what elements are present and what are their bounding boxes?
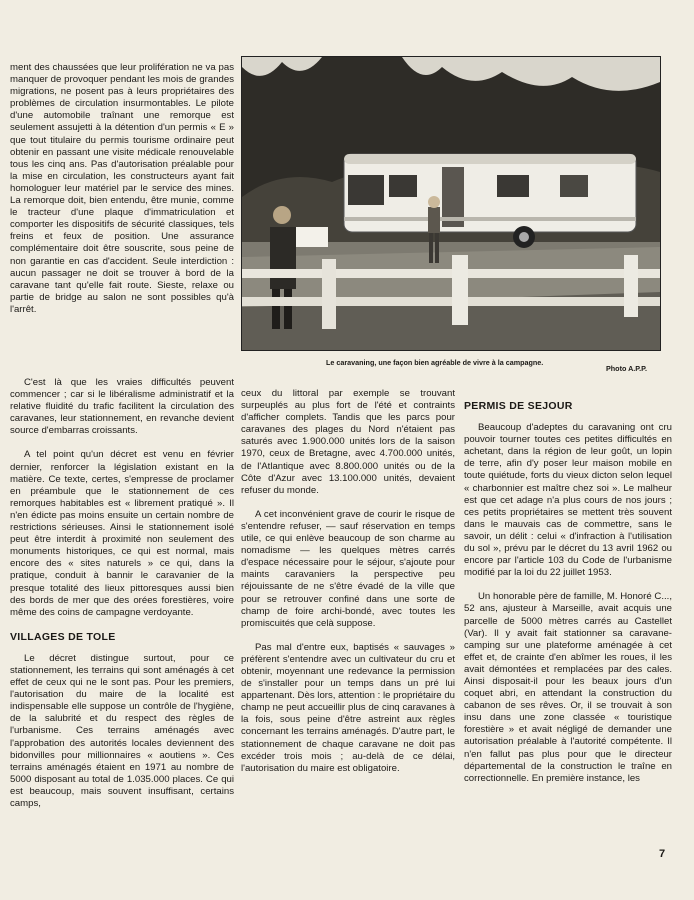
section-heading-permis: PERMIS DE SEJOUR — [464, 400, 573, 412]
article-paragraph: A tel point qu'un décret est venu en février dernier, renforcer la législation existant en la matière. Ce texte, certes, s'empresse de proclamer en préambule que le stationnement de ces remorques habitables est « librement pratiqué ». Il n'en édicte pas moins ensuite un certain nombre de restrictions sérieuses. Ainsi le stationnement isolé peut être interdit à proximité non seulement des monuments historiques, ce qui est normal, mais encore des « sites naturels » ce qui, dans la pratique, conduit à bannir le caravanier de la presque totalité des lieux pittoresques aussi bien des bords de mer que des orées forestières, voire même des coins de campagne verdoyante. — [10, 449, 234, 618]
article-paragraph: ment des chaussées que leur prolifération ne va pas manquer de provoquer pendant les mois de grandes migrations, ne posent pas à leurs propriétaires des problèmes de circulation insurmontables. Le pilote d'une automobile traînant une remorque est seulement assujetti à la détention d'un permis « E » que tout titulaire du permis tourisme ordinaire peut obtenir en passant une visite médicale renouvelable tous les cinq ans. Pas d'autorisation préalable pour la mise en circulation, les constructeurs ayant fait homologuer leur matériel par le service des mines. La remorque doit, bien entendu, être munie, comme le tracteur d'une plaque d'immatriculation et comporter les dispositifs de sécurité classiques, tels freins et feux de position. Une assurance complémentaire doit être souscrite, sous peine de non garantie en cas d'accident. Seule interdiction : aucun passager ne doit se trouver à bord de la caravane tant qu'elle fait route. Sieste, relaxe ou partie de bridge au salon ne sont possibles qu'à l'arrêt. — [10, 62, 234, 315]
article-paragraph: Le décret distingue surtout, pour ce stationnement, les terrains qui sont aménagés à cet effet de ceux qui ne le sont pas. Pour les premiers, l'autorisation du maire de la localité est indispensable elle suppose un contrôle de l'hygiène, de la salubrité et du respect des règles de l'urbanisme. Ces terrains aménagés avec l'approbation des autorités locales deviennent des bidonvilles pour millionnaires « aoutiens ». Ces terrains aménagés étaient en 1971 au nombre de 5000 disposant au total de 1.035.000 places. Ce qui est beaucoup, mais souvent insuffisant, certains camps, — [10, 652, 234, 809]
article-paragraph: A cet inconvénient grave de courir le risque de s'entendre refuser, — sauf réservation en temps utile, ce qui enlève beaucoup de son charme au nomadisme — les quelques mètres carrés d'espace nécessaire pour le séjour, s'ajoute pour maints caravaniers la perspective peu réjouissante de ne s'être évadé de la ville que pour se retrouver confiné dans une sorte de champ de foire archi-bondé, avec toutes les promiscuités que celà suppose. — [241, 508, 455, 629]
column-2 — [241, 388, 455, 787]
photo-caption: Le caravaning, une façon bien agréable de vivre à la campagne. — [326, 358, 544, 367]
section-heading-villages: VILLAGES DE TOLE — [10, 630, 116, 643]
column-1-bottom — [10, 377, 234, 822]
article-paragraph: Pas mal d'entre eux, baptisés « sauvages » préfèrent s'entendre avec un cultivateur du cru et obtenir, moyennant une redevance la permission de s'installer pour un temps dans un pré lui appartenant. Dès lors, attention : le propriétaire du champ ne peut accueillir plus de cinq caravanes à la fois, sous peine d'être astreint aux règles concernant les terrains aménagés. D'autre part, le stationnement de chaque caravane ne doit pas excéder trois mois ; au-delà de ce délai, l'autorisation du maire est obligatoire. — [241, 641, 455, 774]
article-paragraph: Un honorable père de famille, M. Honoré C..., 52 ans, ajusteur à Marseille, avait acquis une parcelle de 5000 mètres carrés au Castellet (Var). Il y avait fait stationner sa caravane-camping sur une plateforme aménagée à cet effet et, de crainte d'en abîmer les roues, il les avait démontées et remplacées par des cales. Ainsi disposait-il pour les beaux jours d'un coquet abri, en attendant la construction du cabanon de ses rêves. Or, il se trouvait à son insu dans une zone classée « touristique forestière » et avait négligé de demander une autorisation préalable à l'autorité compétente. Il n'en fallut pas plus pour que le directeur départemental de la construction le traîne en correctionnelle. En première instance, les — [464, 591, 672, 784]
column-3 — [464, 398, 672, 797]
photo-credit: Photo A.P.P. — [606, 364, 648, 373]
caravan-photo — [241, 56, 661, 351]
article-paragraph: Beaucoup d'adeptes du caravaning ont cru pouvoir tourner toutes ces petites difficultés en achetant, dans la région de leur goût, un lopin de terre, afin d'y poser leur maison mobile en toute quiétude, forts du vieux dicton selon lequel « charbonnier est maître chez soi ». Le malheur est que cet adage n'a plus cours de nos jours ; ces petits propriétaires se mettent très souvent dans le mauvais cas de commettre, sans le savoir, un délit : celui « d'infraction à l'utilisation du sol », prévu par le décret du 13 avril 1962 ou encore par l'article 103 du Code de l'urbanisme modifié par la loi du 22 juillet 1953. — [464, 422, 672, 579]
article-paragraph: ceux du littoral par exemple se trouvant surpeuplés au plus fort de l'été et contraints d'afficher complets. Tandis que les parcs pour caravanes des plages du Nord n'étaient pas saturés avec 1.900.000 unités lors de la saison 1970, ceux de Bretagne, avec 4.700.000 unités, de l'Atlantique avec 8.800.000 unités ou de la Côte d'Azur avec 13.100.000 unités, devaient refuser du monde. — [241, 388, 455, 496]
article-paragraph: C'est là que les vraies difficultés peuvent commencer ; car si le libéralisme administratif et la relative fluidité du trafic facilitent la circulation des caravanes, leur stationnement, en revanche devient source d'embarras croissants. — [10, 377, 234, 437]
column-1-top — [10, 62, 234, 328]
page-number: 7 — [659, 848, 666, 860]
